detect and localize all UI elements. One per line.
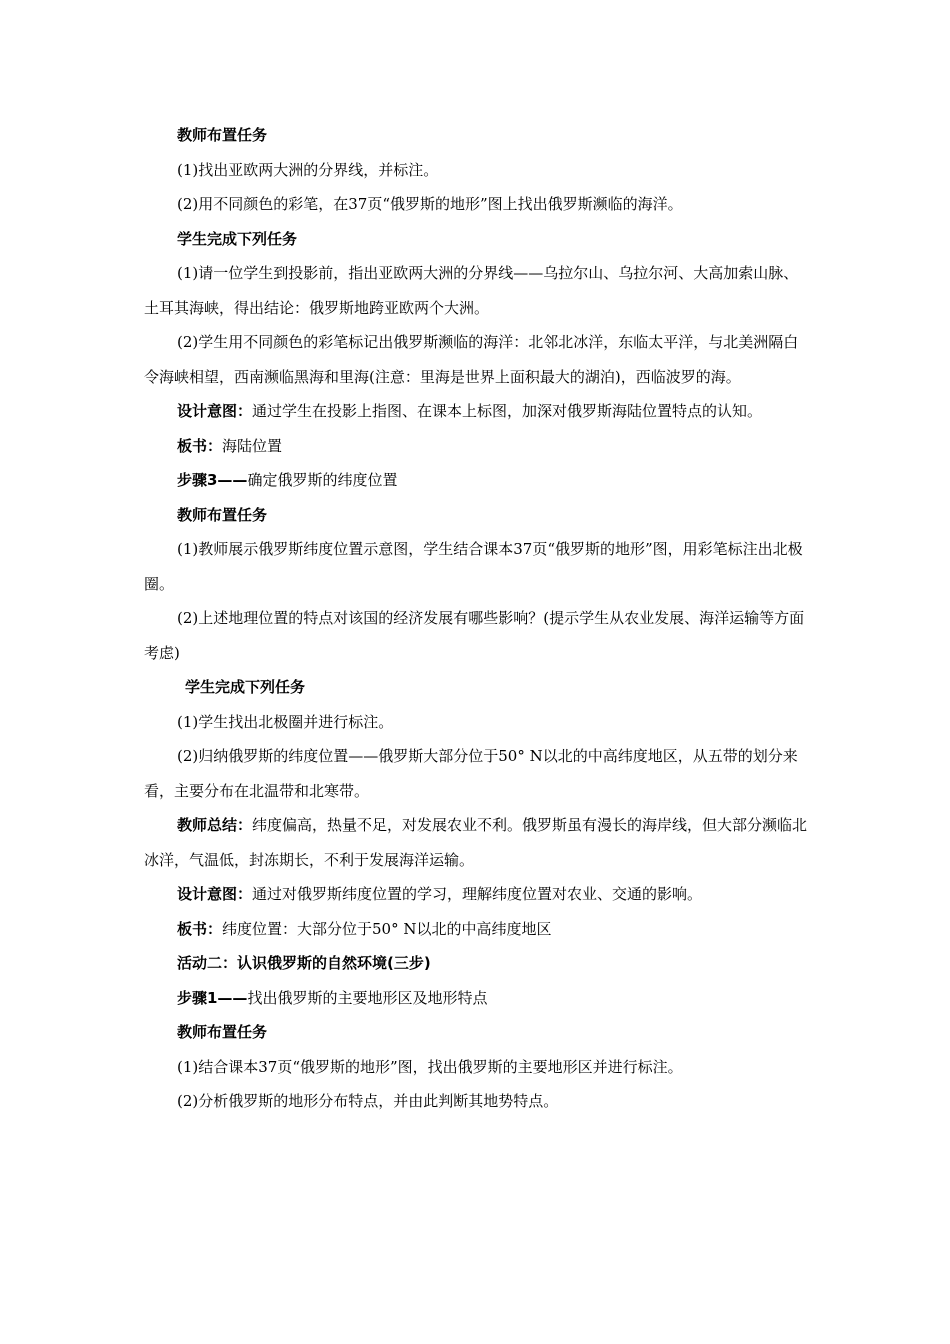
- section-heading: 学生完成下列任务: [185, 678, 306, 696]
- section-heading: 学生完成下列任务: [177, 229, 298, 248]
- step-heading: [144, 463, 809, 498]
- paragraph: (2)学生用不同颜色的彩笔标记出俄罗斯濒临的海洋：北邻北冰洋，东临太平洋，与北美洲隔白令海峡相望，西南濒临黑海和里海(注意：里海是世界上面积最大的湖泊)，西临波罗的海。: [144, 333, 799, 386]
- paragraph: (1)学生找出北极圈并进行标注。: [177, 712, 394, 731]
- paragraph: (2)上述地理位置的特点对该国的经济发展有哪些影响？(提示学生从农业发展、海洋运输等方面考虑): [144, 609, 805, 662]
- paragraph-text: 纬度位置：大部分位于50° N以北的中高纬度地区: [222, 919, 552, 938]
- paragraph-text: 纬度偏高，热量不足，对发展农业不利。俄罗斯虽有漫长的海岸线，但大部分濒临北冰洋，气温低，封冻期长，不利于发展海洋运输。: [144, 816, 808, 869]
- paragraph: (2)分析俄罗斯的地形分布特点，并由此判断其地势特点。: [177, 1092, 559, 1110]
- paragraph-label: 设计意图：: [177, 885, 253, 903]
- paragraph-label: 教师总结：: [177, 816, 253, 834]
- paragraph-text: 海陆位置: [222, 436, 283, 455]
- paragraph: (1)请一位学生到投影前，指出亚欧两大洲的分界线——乌拉尔山、乌拉尔河、大高加索山脉、土耳其海峡，得出结论：俄罗斯地跨亚欧两个大洲。: [144, 264, 799, 317]
- paragraph: (2)归纳俄罗斯的纬度位置——俄罗斯大部分位于50° N以北的中高纬度地区，从五带的划分来看，主要分布在北温带和北寒带。: [144, 747, 798, 800]
- section-heading: 教师布置任务: [177, 505, 268, 524]
- labeled-paragraph: [144, 912, 809, 947]
- paragraph-label: 板书：: [177, 919, 223, 938]
- step-heading: [144, 981, 809, 1016]
- step-label: 步骤1——: [177, 988, 248, 1007]
- labeled-paragraph: [144, 394, 809, 429]
- paragraph-text: 通过对俄罗斯纬度位置的学习，理解纬度位置对农业、交通的影响。: [252, 885, 703, 903]
- paragraph: (1)找出亚欧两大洲的分界线，并标注。: [177, 160, 439, 179]
- paragraph: (1)教师展示俄罗斯纬度位置示意图，学生结合课本37页“俄罗斯的地形”图，用彩笔标注出北极圈。: [144, 540, 803, 593]
- paragraph: (2)用不同颜色的彩笔，在37页“俄罗斯的地形”图上找出俄罗斯濒临的海洋。: [177, 195, 683, 213]
- paragraph-text: 通过学生在投影上指图、在课本上标图，加深对俄罗斯海陆位置特点的认知。: [252, 402, 763, 420]
- document-body: [144, 118, 809, 1119]
- paragraph: (1)结合课本37页“俄罗斯的地形”图，找出俄罗斯的主要地形区并进行标注。: [177, 1057, 683, 1076]
- step-title: 找出俄罗斯的主要地形区及地形特点: [247, 988, 488, 1007]
- step-label: 步骤3——: [177, 471, 248, 489]
- step-title: 确定俄罗斯的纬度位置: [247, 471, 398, 489]
- paragraph-label: 设计意图：: [177, 402, 253, 420]
- section-heading: 教师布置任务: [177, 126, 268, 144]
- section-heading: 教师布置任务: [177, 1023, 268, 1041]
- labeled-paragraph: [144, 808, 809, 877]
- paragraph-label: 板书：: [177, 436, 223, 455]
- labeled-paragraph: [144, 877, 809, 912]
- labeled-paragraph: [144, 429, 809, 464]
- activity-heading: 活动二：认识俄罗斯的自然环境(三步): [177, 954, 431, 972]
